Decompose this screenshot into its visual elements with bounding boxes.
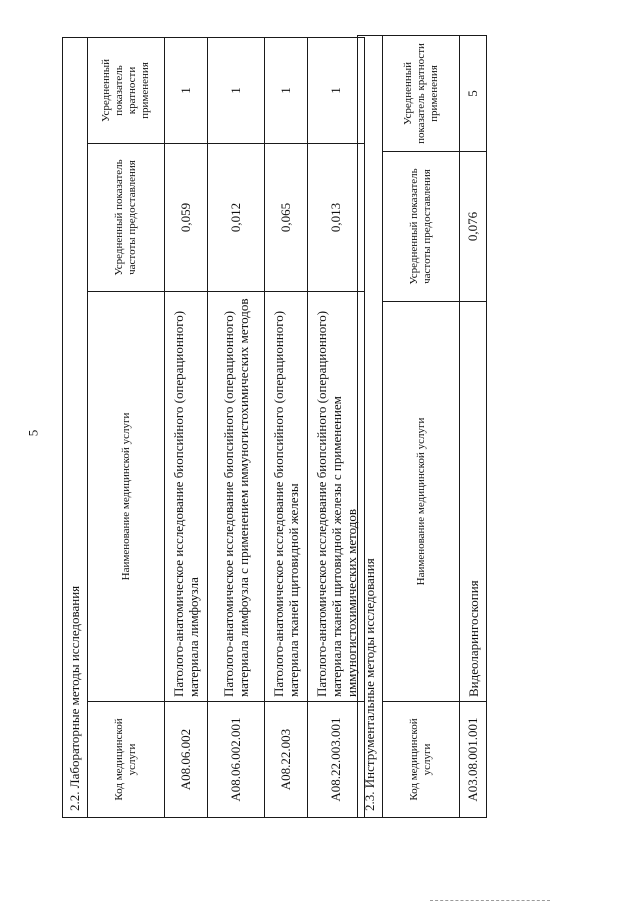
- header-multiplicity: Усредненный показатель кратности применения: [383, 35, 460, 151]
- service-code: A08.06.002.001: [208, 702, 265, 818]
- multiplicity-value: 1: [165, 37, 208, 143]
- table-row: [308, 37, 365, 817]
- table-row: [165, 37, 208, 817]
- service-code: A03.08.001.001: [460, 702, 487, 818]
- lab-methods-table-container: [62, 37, 365, 818]
- header-code: Код медицинской услуги: [383, 702, 460, 818]
- instrumental-methods-table: [357, 35, 487, 818]
- header-name: Наименование медицинской услуги: [88, 292, 165, 702]
- service-name: Патолого-анатомическое исследование биопсийного (операционного) материала тканей щитовидной железы с применением иммуногистохимических методов: [308, 292, 365, 702]
- header-frequency: Усредненный показатель частоты предоставления: [88, 144, 165, 292]
- service-name: Патолого-анатомическое исследование биопсийного (операционного) материала лимфоузла с применением иммуногистохимических методов: [208, 292, 265, 702]
- header-code: Код медицинской услуги: [88, 702, 165, 818]
- multiplicity-value: 1: [308, 37, 365, 143]
- table-row: [460, 35, 487, 817]
- multiplicity-value: 1: [265, 37, 308, 143]
- frequency-value: 0,012: [208, 144, 265, 292]
- table-row: [265, 37, 308, 817]
- frequency-value: 0,065: [265, 144, 308, 292]
- service-code: A08.22.003.001: [308, 702, 365, 818]
- service-code: A08.22.003: [265, 702, 308, 818]
- frequency-value: 0,076: [460, 152, 487, 302]
- header-multiplicity: Усредненный показатель кратности применения: [88, 37, 165, 143]
- section-title: 2.2. Лабораторные методы исследования: [63, 37, 88, 817]
- header-name: Наименование медицинской услуги: [383, 302, 460, 702]
- page-number: 5: [25, 429, 41, 437]
- scan-edge-mark: [430, 900, 550, 902]
- frequency-value: 0,013: [308, 144, 365, 292]
- service-code: A08.06.002: [165, 702, 208, 818]
- frequency-value: 0,059: [165, 144, 208, 292]
- section-title: 2.3. Инструментальные методы исследования: [358, 35, 383, 817]
- instrumental-methods-table-container: [357, 35, 487, 818]
- table-row: [208, 37, 265, 817]
- service-name: Патолого-анатомическое исследование биопсийного (операционного) материала тканей щитовидной железы: [265, 292, 308, 702]
- multiplicity-value: 5: [460, 35, 487, 151]
- service-name: Патолого-анатомическое исследование биопсийного (операционного) материала лимфоузла: [165, 292, 208, 702]
- multiplicity-value: 1: [208, 37, 265, 143]
- service-name: Видеоларингоскопия: [460, 302, 487, 702]
- lab-methods-table: [62, 37, 365, 818]
- header-frequency: Усредненный показатель частоты предоставления: [383, 152, 460, 302]
